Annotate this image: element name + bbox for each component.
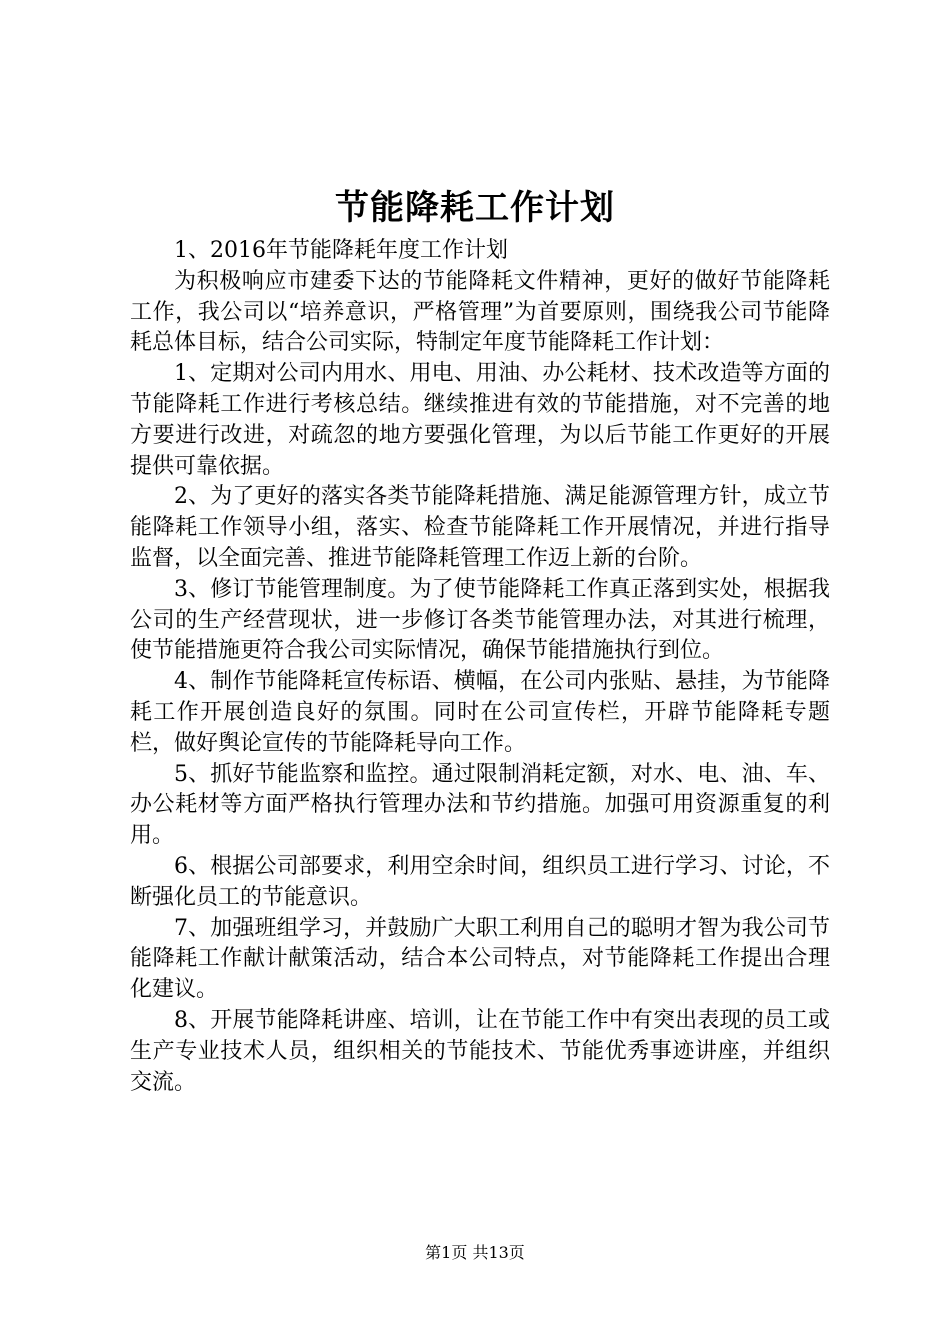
page-number-footer: 第1页 共13页 bbox=[425, 1243, 525, 1262]
document-body bbox=[130, 236, 830, 1098]
paragraph-plan-heading: 1、2016年节能降耗年度工作计划 bbox=[174, 238, 508, 263]
paragraph-item-3: 3、修订节能管理制度。为了使节能降耗工作真正落到实处，根据我公司的生产经营现状，进一步修订各类节能管理办法，对其进行梳理，使节能措施更符合我公司实际情况，确保节能措施执行到位。 bbox=[130, 576, 830, 664]
paragraph-item-7: 7、加强班组学习，并鼓励广大职工利用自己的聪明才智为我公司节能降耗工作献计献策活动，结合本公司特点，对节能降耗工作提出合理化建议。 bbox=[130, 915, 830, 1003]
document-title: 节能降耗工作计划 bbox=[335, 188, 615, 228]
paragraph-item-4: 4、制作节能降耗宣传标语、横幅，在公司内张贴、悬挂，为节能降耗工作开展创造良好的氛围。同时在公司宣传栏，开辟节能降耗专题栏，做好舆论宣传的节能降耗导向工作。 bbox=[130, 669, 830, 756]
paragraph-item-2: 2、为了更好的落实各类节能降耗措施、满足能源管理方针，成立节能降耗工作领导小组，落实、检查节能降耗工作开展情况，并进行指导监督，以全面完善、推进节能降耗管理工作迈上新的台阶。 bbox=[130, 484, 830, 571]
paragraph-item-8: 8、开展节能降耗讲座、培训，让在节能工作中有突出表现的员工或生产专业技术人员，组织相关的节能技术、节能优秀事迹讲座，并组织交流。 bbox=[130, 1007, 830, 1095]
paragraph-item-6: 6、根据公司部要求，利用空余时间，组织员工进行学习、讨论，不断强化员工的节能意识。 bbox=[130, 853, 830, 910]
paragraph-intro: 为积极响应市建委下达的节能降耗文件精神，更好的做好节能降耗工作，我公司以“培养意识，严格管理”为首要原则，围绕我公司节能降耗总体目标，结合公司实际，特制定年度节能降耗工作计划： bbox=[130, 268, 830, 356]
paragraph-item-1: 1、定期对公司内用水、用电、用油、办公耗材、技术改造等方面的节能降耗工作进行考核总结。继续推进有效的节能措施，对不完善的地方要进行改进，对疏忽的地方要强化管理，为以后节能工作更好的开展提供可靠依据。 bbox=[130, 361, 830, 479]
paragraph-item-5: 5、抓好节能监察和监控。通过限制消耗定额，对水、电、油、车、办公耗材等方面严格执行管理办法和节约措施。加强可用资源重复的利用。 bbox=[130, 761, 830, 849]
